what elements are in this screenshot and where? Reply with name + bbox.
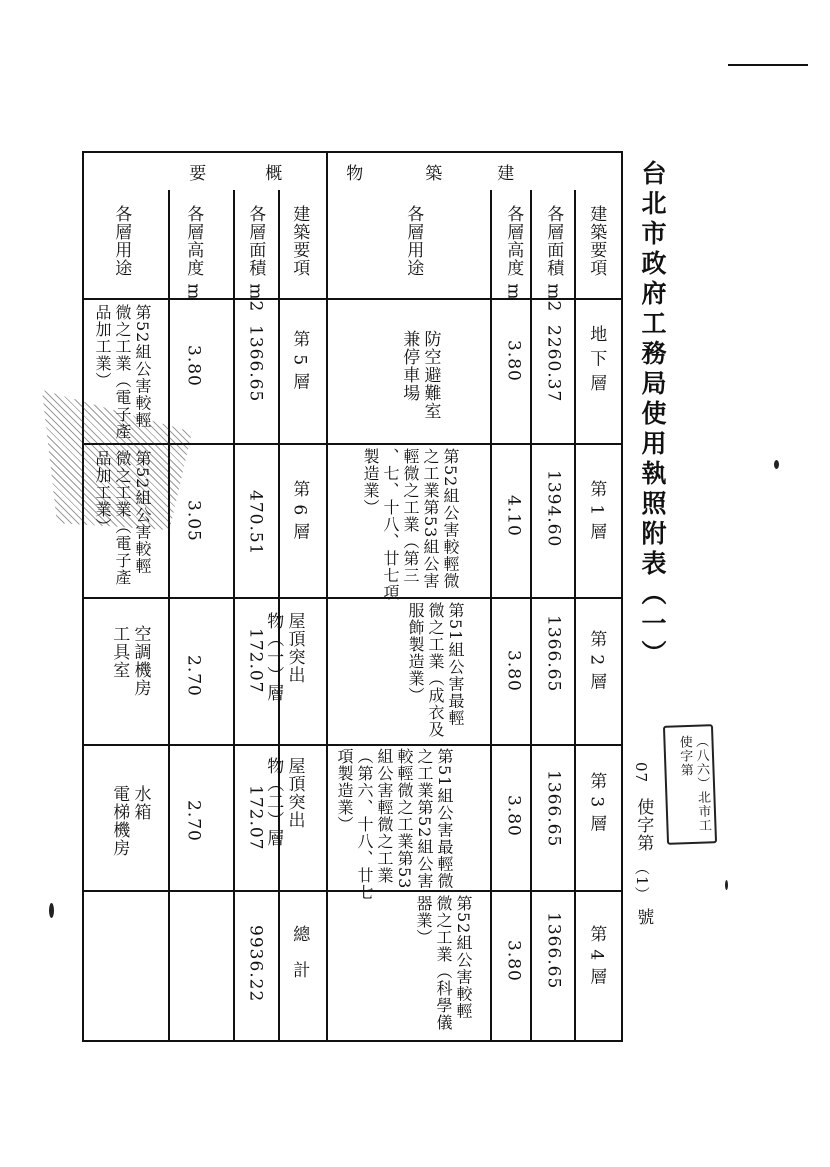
- t1-col5-area: 1366.65: [543, 912, 564, 990]
- t2-col1-height: 3.80: [183, 345, 204, 387]
- t1-col4-name: 第 3 層: [586, 772, 607, 833]
- t2-col2-height: 3.05: [183, 500, 204, 542]
- t2-header-items: 建築要項: [289, 205, 310, 277]
- t1-col4-area: 1366.65: [543, 770, 564, 848]
- t2-header-height: 各層高度 m: [183, 205, 204, 301]
- t1-col2-name: 第 1 層: [586, 480, 607, 541]
- t2-col1-name: 第 5 層: [289, 330, 310, 391]
- t2-col3-name: 屋頂突出 物（一）層: [263, 612, 305, 702]
- t2-col4-area: 172.07: [245, 785, 266, 851]
- t1-col4-height: 3.80: [503, 795, 524, 837]
- t1-col3-name: 第 2 層: [586, 630, 607, 691]
- t1-col5-height: 3.80: [503, 940, 524, 982]
- t1-header-height: 各層高度 m: [503, 205, 524, 301]
- doc-code: 07: [631, 762, 650, 784]
- t1-col1-use: 防空避難室 兼停車場: [399, 330, 441, 420]
- t1-col1-area: 2260.37: [543, 325, 564, 403]
- t1-col1-height: 3.80: [503, 340, 524, 382]
- t2-col1-use: 第52組公害較輕 微之工業（電子產 品加工業）: [93, 304, 152, 440]
- t2-col1-area: 1366.65: [245, 325, 266, 403]
- t2-col2-use: 第52組公害較輕 微之工業（電子產 品加工業）: [93, 450, 152, 586]
- t2-col3-height: 2.70: [183, 655, 204, 697]
- t2-total-label: 總 計: [289, 925, 310, 979]
- t2-col3-area: 172.07: [245, 628, 266, 694]
- t1-col2-use: 第52組公害較輕微 之工業第53組公害 輕微之工業（第三 、七、十八、廿七項 製造業）: [361, 448, 460, 601]
- t1-col5-use: 第52組公害較輕 微之工業（科學儀 器業）: [414, 895, 473, 1031]
- stamp-text: （八六）北市工使字第: [676, 734, 712, 833]
- t1-col3-use: 第51組公害最輕 微之工業（成衣及 服飾製造業）: [406, 602, 465, 738]
- doc-suffix: 號: [633, 908, 654, 926]
- t1-col3-height: 3.80: [503, 650, 524, 692]
- t2-total-area: 9936.22: [245, 925, 266, 1003]
- doc-label: 使字第: [633, 798, 654, 852]
- side-label-4: 概: [261, 164, 282, 182]
- side-label-1: 建: [493, 164, 514, 182]
- approval-stamp: [663, 724, 717, 845]
- t1-col1-name: 地 下 層: [586, 325, 607, 392]
- t2-header-use: 各層用途: [111, 205, 132, 277]
- t1-col3-area: 1366.65: [543, 615, 564, 693]
- t2-col2-name: 第 6 層: [289, 480, 310, 541]
- t2-col2-area: 470.51: [245, 490, 266, 556]
- t2-col4-use: 水箱 電梯機房: [109, 785, 151, 857]
- doc-number: （1）: [632, 860, 651, 903]
- t1-col2-height: 4.10: [503, 495, 524, 537]
- t2-header-area: 各層面積 m2: [245, 205, 266, 313]
- t1-header-use: 各層用途: [403, 205, 424, 277]
- t1-col2-area: 1394.60: [543, 470, 564, 548]
- t2-col3-use: 空調機房 工具室: [109, 625, 151, 697]
- side-label-5: 要: [185, 164, 206, 182]
- t2-col4-height: 2.70: [183, 800, 204, 842]
- t2-col4-name: 屋頂突出 物（二）層: [263, 757, 305, 847]
- document-title: 台北市政府工務局使用執照附表（一）: [638, 160, 667, 670]
- t1-col4-use: 第51組公害最輕微 之工業第52組公害 較輕微之工業第53 組公害輕微之工業 （第六、十八、廿七 項製造業）: [335, 748, 454, 901]
- side-label-3: 物: [342, 164, 363, 182]
- side-label-2: 築: [421, 164, 442, 182]
- t1-header-items: 建築要項: [586, 205, 607, 277]
- t1-header-area: 各層面積 m2: [543, 205, 564, 313]
- t1-col5-name: 第 4 層: [586, 925, 607, 986]
